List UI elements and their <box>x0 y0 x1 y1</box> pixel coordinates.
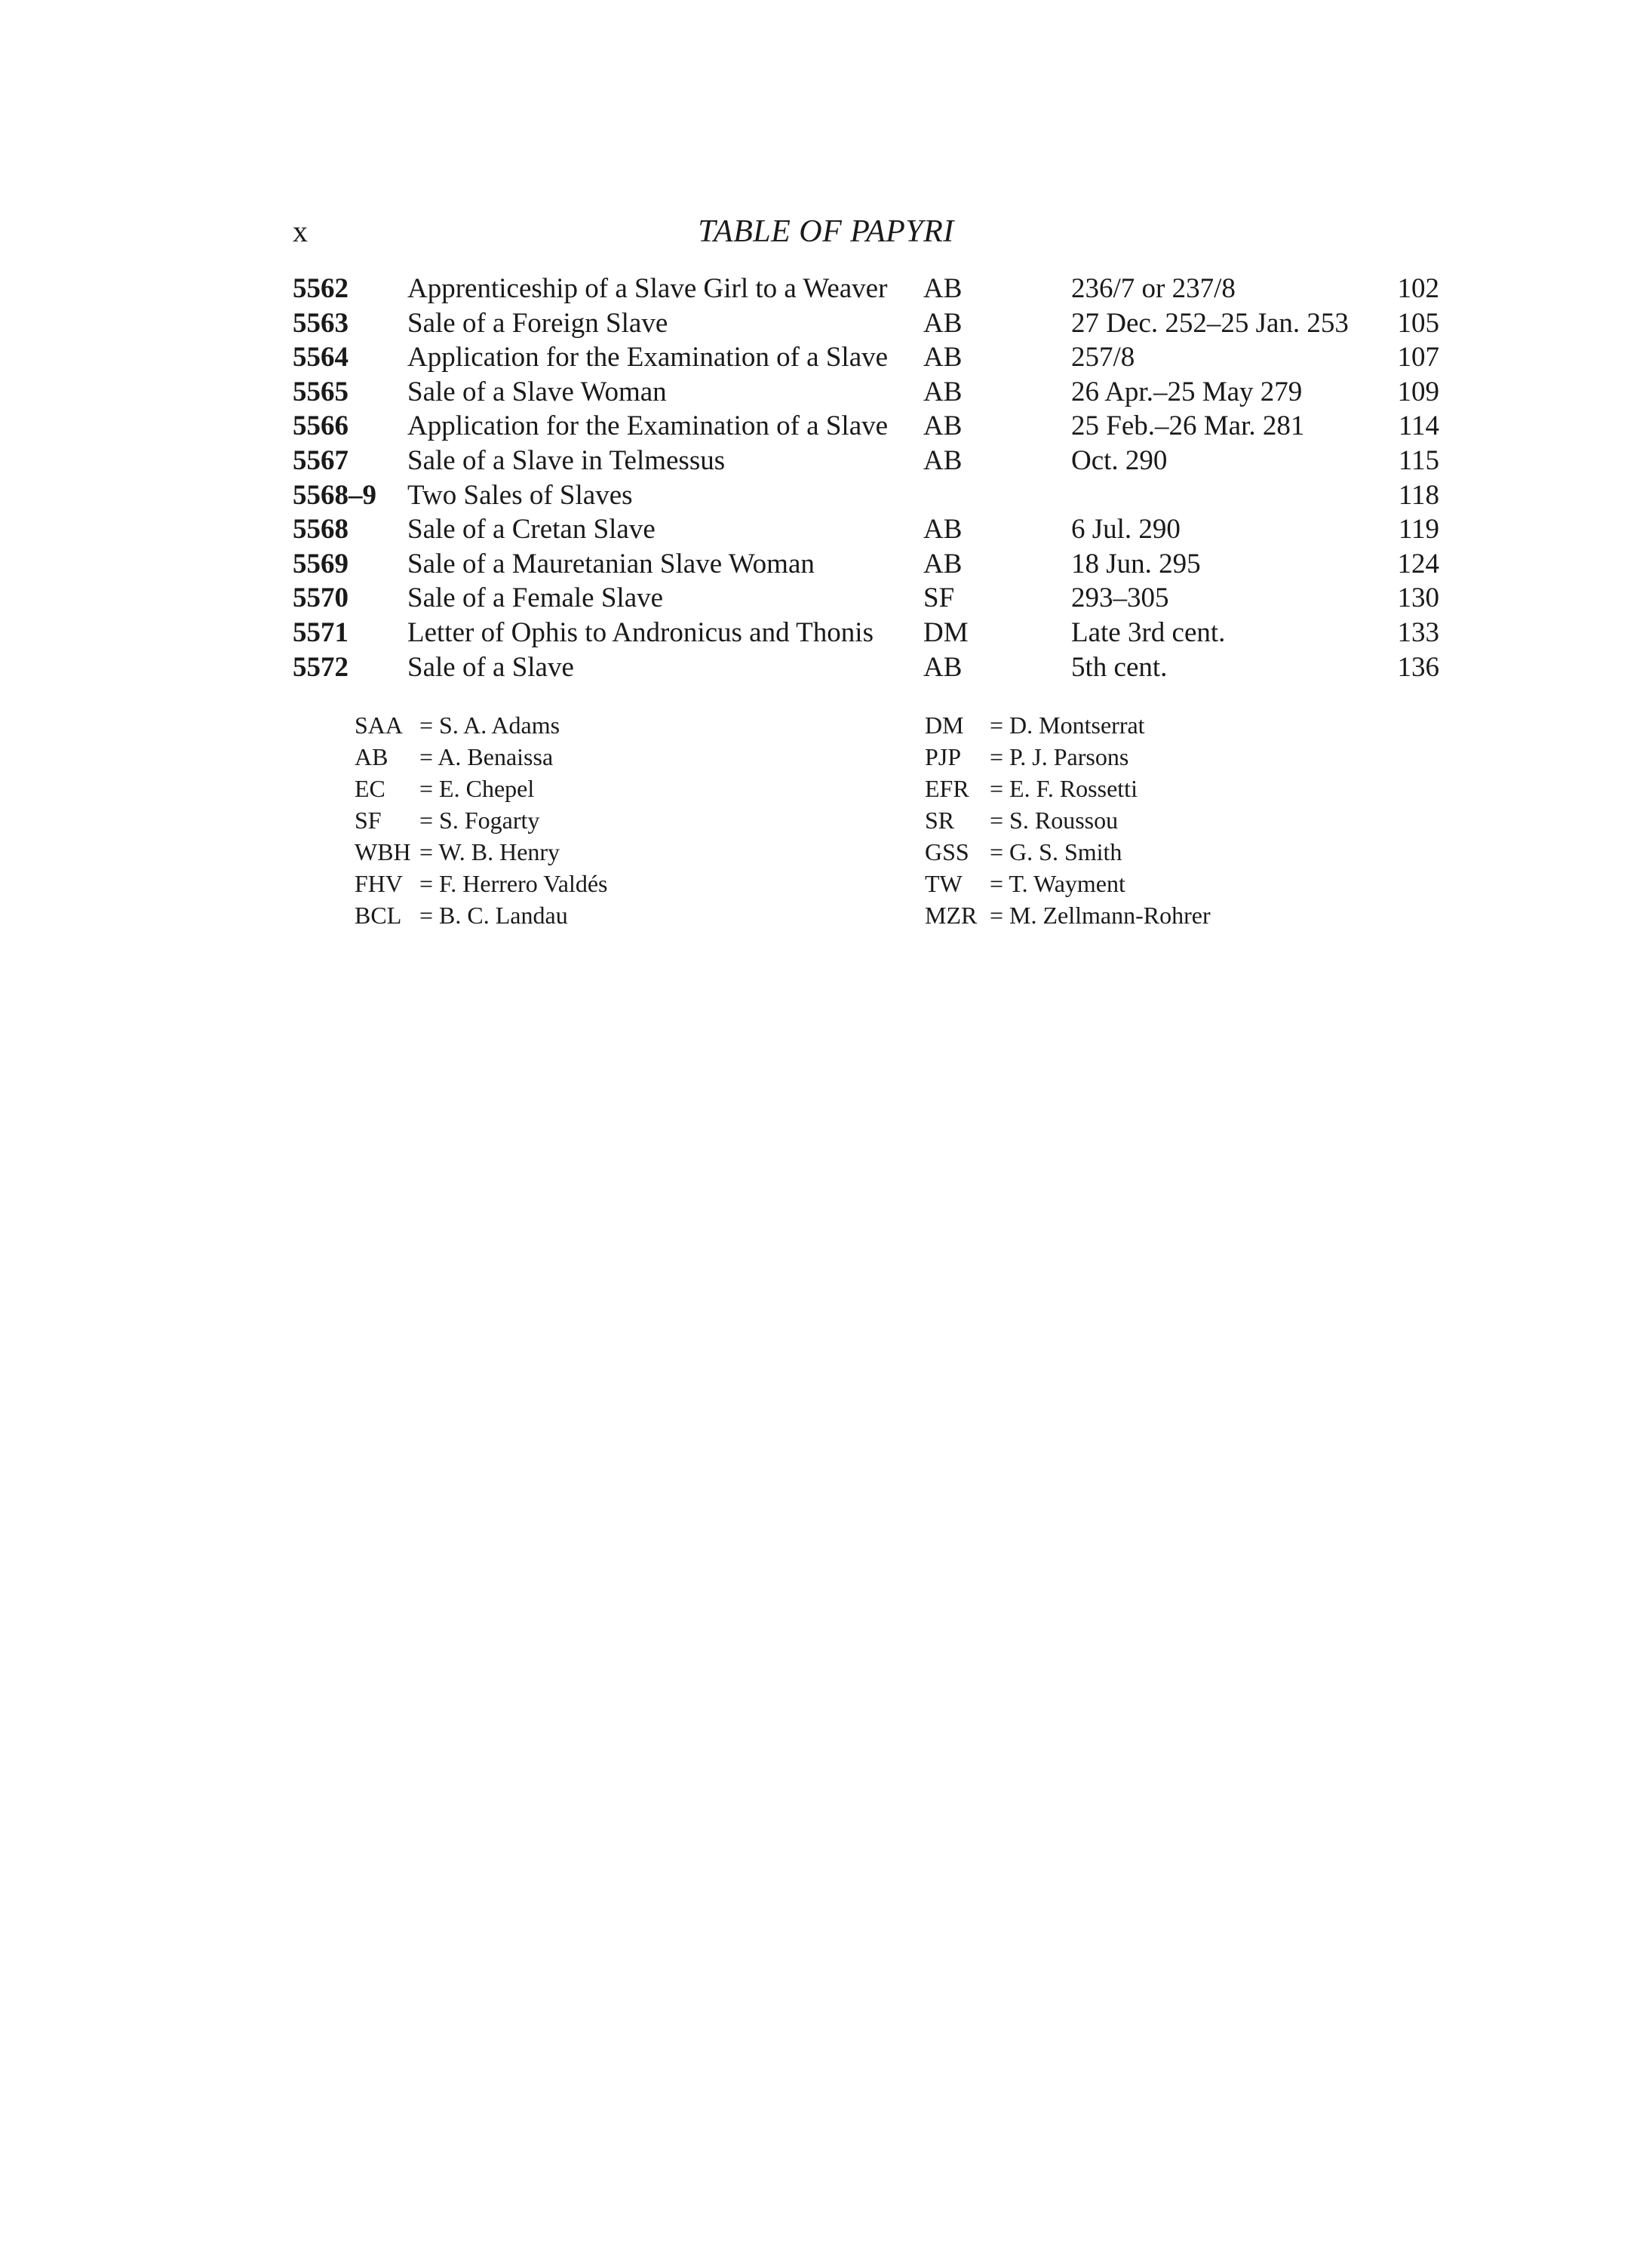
editor-abbr: SR <box>925 807 955 834</box>
papyrus-editor: DM <box>923 616 969 648</box>
editor-abbr: PJP <box>925 743 962 770</box>
editor-name: = S. Fogarty <box>419 804 539 836</box>
editor-name: = B. C. Landau <box>419 899 568 931</box>
page-number: x <box>293 214 308 248</box>
papyrus-title: Letter of Ophis to Andronicus and Thonis <box>407 616 874 648</box>
papyrus-page: 130 <box>1397 582 1439 614</box>
table-row <box>293 306 1439 341</box>
editor-abbr: WBH <box>355 838 411 865</box>
papyrus-date: 26 Apr.–25 May 279 <box>1071 376 1303 407</box>
papyrus-editor: AB <box>923 342 963 373</box>
editor-abbr: FHV <box>355 870 404 897</box>
papyrus-title: Sale of a Cretan Slave <box>407 514 656 546</box>
editor-name: = T. Wayment <box>990 868 1125 899</box>
papyrus-page: 115 <box>1398 444 1439 476</box>
table-row <box>293 478 1439 513</box>
table-row <box>293 375 1439 410</box>
running-head: TABLE OF PAPYRI <box>698 214 954 249</box>
editors-column-right <box>925 709 1377 931</box>
papyrus-page: 136 <box>1397 651 1439 683</box>
editor-abbr: AB <box>355 743 388 770</box>
papyrus-number: 5566 <box>293 410 349 442</box>
editor-abbr: GSS <box>925 838 969 865</box>
papyrus-number: 5568–9 <box>293 479 376 511</box>
table-row <box>293 547 1439 582</box>
editor-name: = P. J. Parsons <box>990 741 1128 773</box>
editor-name: = A. Benaissa <box>419 741 553 773</box>
papyrus-number: 5568 <box>293 514 349 546</box>
papyrus-number: 5564 <box>293 342 349 373</box>
papyri-table <box>293 272 1439 684</box>
papyrus-date: Oct. 290 <box>1071 444 1168 476</box>
editor-entry <box>925 899 1377 931</box>
editor-entry <box>355 868 807 899</box>
papyrus-date: 293–305 <box>1071 582 1169 614</box>
papyrus-editor: AB <box>923 307 963 339</box>
papyrus-title: Two Sales of Slaves <box>407 479 633 511</box>
table-row <box>293 409 1439 444</box>
editor-entry <box>355 741 807 773</box>
editor-abbr: SF <box>355 807 382 834</box>
editor-abbr: EC <box>355 775 385 802</box>
editor-abbr: SAA <box>355 712 404 739</box>
papyrus-number: 5563 <box>293 307 349 339</box>
table-row <box>293 340 1439 375</box>
editor-name: = F. Herrero Valdés <box>419 868 608 899</box>
papyrus-page: 107 <box>1397 342 1439 373</box>
editor-abbr: MZR <box>925 902 978 929</box>
papyrus-number: 5571 <box>293 616 349 648</box>
papyrus-page: 119 <box>1398 514 1439 546</box>
papyrus-page: 114 <box>1398 410 1439 442</box>
papyrus-editor: AB <box>923 514 963 546</box>
papyrus-title: Sale of a Mauretanian Slave Woman <box>407 548 815 579</box>
papyrus-title: Sale of a Slave <box>407 651 574 683</box>
editor-entry <box>925 804 1377 836</box>
papyrus-page: 102 <box>1397 273 1439 304</box>
papyrus-editor: AB <box>923 273 963 304</box>
papyrus-date: Late 3rd cent. <box>1071 616 1226 648</box>
papyrus-date: 6 Jul. 290 <box>1071 514 1181 546</box>
papyrus-number: 5565 <box>293 376 349 407</box>
editor-name: = D. Montserrat <box>990 709 1145 741</box>
editor-abbr: DM <box>925 712 964 739</box>
editor-entry <box>925 773 1377 804</box>
editor-name: = E. F. Rossetti <box>990 773 1138 804</box>
papyrus-editor: AB <box>923 376 963 407</box>
editor-entry <box>925 836 1377 868</box>
papyrus-title: Sale of a Slave in Telmessus <box>407 444 726 476</box>
papyrus-number: 5572 <box>293 651 349 683</box>
papyrus-editor: AB <box>923 410 963 442</box>
editor-entry <box>355 804 807 836</box>
papyrus-date: 18 Jun. 295 <box>1071 548 1201 579</box>
editor-name: = M. Zellmann-Rohrer <box>990 899 1211 931</box>
papyrus-title: Sale of a Slave Woman <box>407 376 667 407</box>
papyrus-date: 25 Feb.–26 Mar. 281 <box>1071 410 1305 442</box>
papyrus-page: 133 <box>1397 616 1439 648</box>
papyrus-editor: AB <box>923 444 963 476</box>
papyrus-number: 5570 <box>293 582 349 614</box>
editor-name: = S. A. Adams <box>419 709 560 741</box>
table-row <box>293 272 1439 306</box>
editors-column-left <box>355 709 807 931</box>
papyrus-title: Sale of a Female Slave <box>407 582 664 614</box>
papyrus-date: 236/7 or 237/8 <box>1071 273 1236 304</box>
papyrus-number: 5567 <box>293 444 349 476</box>
table-row <box>293 444 1439 478</box>
table-row <box>293 581 1439 616</box>
papyrus-title: Apprenticeship of a Slave Girl to a Weaver <box>407 273 888 304</box>
editor-entry <box>925 709 1377 741</box>
editor-name: = G. S. Smith <box>990 836 1122 868</box>
papyrus-date: 27 Dec. 252–25 Jan. 253 <box>1071 307 1349 339</box>
papyrus-editor: SF <box>923 582 955 614</box>
editor-name: = W. B. Henry <box>419 836 560 868</box>
table-row <box>293 512 1439 547</box>
papyrus-title: Sale of a Foreign Slave <box>407 307 668 339</box>
editor-entry <box>925 868 1377 899</box>
editor-name: = S. Roussou <box>990 804 1118 836</box>
papyrus-date: 5th cent. <box>1071 651 1168 683</box>
editor-abbr: TW <box>925 870 963 897</box>
table-row <box>293 616 1439 650</box>
papyrus-page: 118 <box>1398 479 1439 511</box>
editor-entry <box>355 709 807 741</box>
table-row <box>293 650 1439 685</box>
papyrus-date: 257/8 <box>1071 342 1135 373</box>
papyrus-page: 109 <box>1397 376 1439 407</box>
papyrus-editor: AB <box>923 651 963 683</box>
papyrus-number: 5569 <box>293 548 349 579</box>
editor-entry <box>925 741 1377 773</box>
editor-abbr: EFR <box>925 775 969 802</box>
papyrus-number: 5562 <box>293 273 349 304</box>
editor-entry <box>355 773 807 804</box>
papyrus-page: 124 <box>1397 548 1439 579</box>
editor-entry <box>355 899 807 931</box>
papyrus-page: 105 <box>1397 307 1439 339</box>
papyrus-editor: AB <box>923 548 963 579</box>
papyrus-title: Application for the Examination of a Slave <box>407 342 889 373</box>
editor-name: = E. Chepel <box>419 773 534 804</box>
editor-abbr: BCL <box>355 902 402 929</box>
papyrus-title: Application for the Examination of a Slave <box>407 410 889 442</box>
editor-entry <box>355 836 807 868</box>
